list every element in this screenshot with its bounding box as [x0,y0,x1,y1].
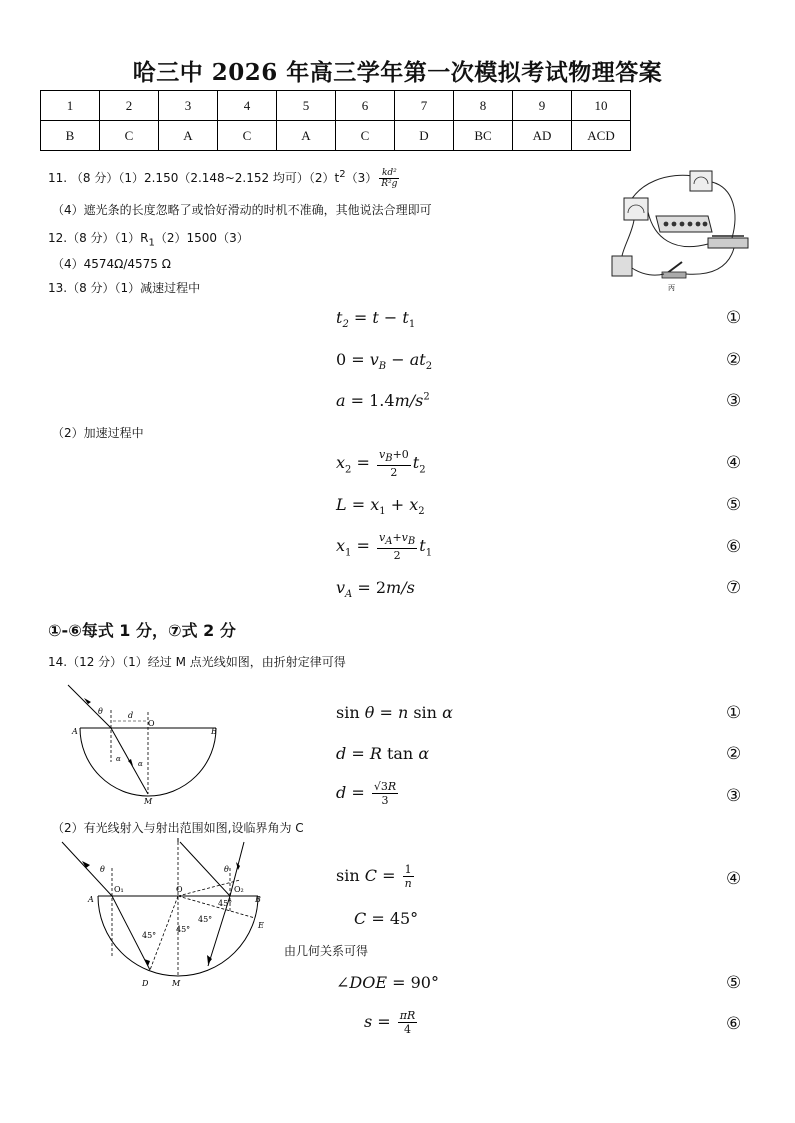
question-number: 3 [159,91,218,121]
svg-text:45°: 45° [218,899,233,908]
equation-x1: $x_1$ = $\frac{v_A+v_B}{2}$ $t_1$ [336,531,433,563]
equation-vA: $v_A = 2m/s$ [336,578,415,601]
voltmeter-icon [690,171,712,191]
eq-mark: ① [726,703,742,723]
answer-cell: ACD [572,121,631,151]
svg-text:E: E [258,921,264,930]
svg-text:45°: 45° [142,931,157,940]
svg-text:B: B [211,727,217,736]
equation-critical-angle: sin C = $\frac{1}{n}$ [336,863,412,890]
page-title: 哈三中 2026 年高三学年第一次模拟考试物理答案 [132,59,663,86]
question-number: 5 [277,91,336,121]
svg-text:D: D [142,979,149,988]
svg-text:O: O [148,719,155,728]
eq-mark: ⑥ [726,537,742,557]
eq-mark: ③ [726,786,742,806]
eq-mark: ② [726,350,742,370]
answer-cell: C [336,121,395,151]
answer-cell: A [159,121,218,151]
svg-text:θ: θ [100,865,105,874]
svg-text:α: α [116,755,121,763]
q13-scoring: ①-⑥每式 1 分，⑦式 2 分 [48,621,236,640]
equation-angle-DOE: ∠DOE = 90° [336,973,439,992]
answer-cell: BC [454,121,513,151]
svg-text:A: A [88,895,94,904]
svg-text:O₁: O₁ [114,885,124,894]
refraction-diagram-2 [58,838,273,990]
q12-line1: 12.（8 分）$(1)R_1(2)1500(3)$ [48,231,249,249]
eq-mark: ④ [726,869,742,889]
svg-text:45°: 45° [198,915,213,924]
equation-d-tan: d = R tan α [336,744,430,763]
svg-text:A: A [72,727,78,736]
svg-text:α: α [138,760,143,768]
q14-part2: （2）有光线射入与射出范围如图,设临界角为 C [52,821,304,835]
q12-line2: （4）4574Ω/4575 Ω [52,257,171,271]
question-number: 6 [336,91,395,121]
q13-header: 13.（8 分）（1）减速过程中 [48,281,201,295]
eq-mark: ⑦ [726,578,742,598]
equation-acceleration: $a = 1.4m/s^2$ [336,391,430,410]
svg-text:45°: 45° [176,925,191,934]
question-number: 8 [454,91,513,121]
battery-icon [612,256,632,276]
question-number: 10 [572,91,631,121]
svg-text:M: M [172,979,181,988]
svg-text:B: B [255,895,261,904]
eq-mark: ⑤ [726,495,742,515]
eq-mark: ② [726,744,742,764]
answer-cell: C [218,121,277,151]
svg-text:O₂: O₂ [234,885,244,894]
q11-line2: （4）遮光条的长度忽略了或恰好滑动的时机不准确，其他说法合理即可 [52,203,432,217]
answer-cell: B [41,121,100,151]
equation-x2: $x_2$ = $\frac{v_B+0}{2}$ $t_2$ [336,448,426,480]
answer-table-answer-row [41,121,631,151]
svg-text:O: O [176,885,183,894]
q14-header: 14.（12 分）（1）经过 M 点光线如图，由折射定律可得 [48,655,346,669]
question-number: 2 [100,91,159,121]
q11-line1: 11. （8 分）（1）2.150（2.148~2.152 均可）$(2)t^2(3)$ $\frac{\text{kd²}}{\text{R²g}}$ [48,168,398,189]
rheostat-icon [708,238,748,248]
eq-mark: ① [726,308,742,328]
circuit-figure [604,168,754,296]
equation-C-value: C = 45° [354,909,419,928]
equation-L: $L = x_1 + x_2$ [336,495,425,518]
question-number: 9 [513,91,572,121]
question-number: 1 [41,91,100,121]
refraction-diagram-1 [58,682,228,807]
svg-text:θ: θ [224,865,229,874]
q13-part2: （2）加速过程中 [52,426,144,440]
eq-mark: ⑥ [726,1014,742,1034]
equation-t2: $t_2 = t - t_1$ [336,308,416,331]
eq-mark: ④ [726,453,742,473]
equation-arc-length: s = $\frac{\pi R}{4}$ [364,1009,416,1036]
equation-d-value: d = $\frac{√3R}{3}$ [336,780,397,807]
svg-text:M: M [144,797,153,806]
circuit-label: 丙 [668,284,675,292]
answer-cell: C [100,121,159,151]
answer-cell: D [395,121,454,151]
equation-deceleration: $0 = v_B - at_2$ [336,350,433,373]
answer-table [40,90,631,151]
ammeter-icon [624,198,648,220]
svg-text:d: d [128,711,134,720]
eq-mark: ⑤ [726,973,742,993]
question-number: 7 [395,91,454,121]
answer-cell: AD [513,121,572,151]
question-number: 4 [218,91,277,121]
svg-text:θ: θ [98,707,103,716]
eq-mark: ③ [726,391,742,411]
answer-cell: A [277,121,336,151]
equation-snell: sin θ = n sin α [336,703,453,722]
answer-table-header-row [41,91,631,121]
geometry-note: 由几何关系可得 [284,944,369,958]
